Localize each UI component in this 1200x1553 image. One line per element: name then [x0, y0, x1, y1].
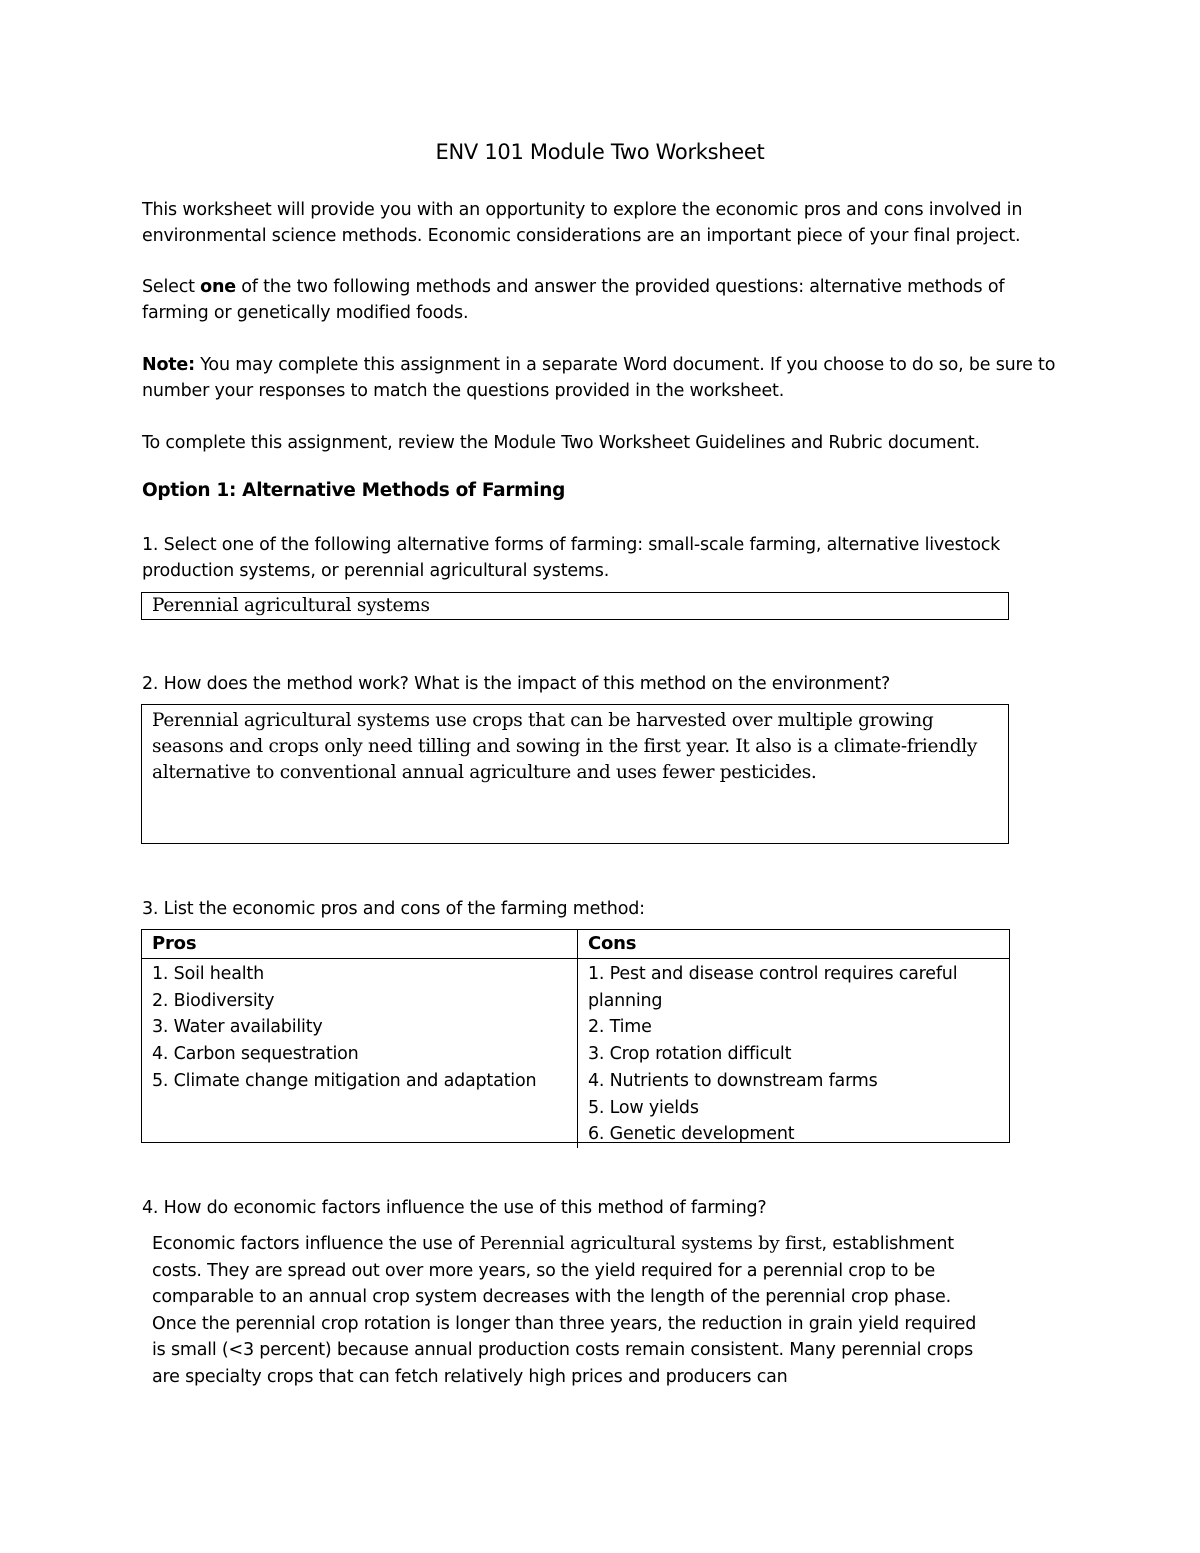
select-prefix: Select	[142, 277, 201, 297]
select-emphasis: one	[200, 277, 236, 297]
answer-4-text[interactable]	[152, 1231, 992, 1390]
pros-item: 1. Soil health	[152, 964, 264, 984]
option-heading: Option 1: Alternative Methods of Farming	[142, 480, 566, 501]
question-4: 4. How do economic factors influence the use of this method of farming?	[142, 1198, 767, 1218]
answer-1-box[interactable]: Perennial agricultural systems	[141, 592, 1009, 620]
cons-item: 4. Nutrients to downstream farms	[588, 1070, 878, 1091]
cons-cell[interactable]	[578, 959, 1009, 1148]
question-2: 2. How does the method work? What is the impact of this method on the environment?	[142, 674, 891, 694]
pros-cell[interactable]	[142, 959, 578, 1148]
cons-item: 1. Pest and disease control requires careful planning	[588, 964, 958, 1011]
answer-4-rest: , establishment costs. They are spread out over more years, so the yield required for a perennial crop to be comparable to an annual crop system decreases with the length of the perennial crop phase. Once the perennial crop rotation is longer than three years, the reduction in grain yield required is small (<3 percent) because annual production costs remain consistent. Many perennial crops are specialty crops that can fetch relatively high prices and producers can	[152, 1234, 977, 1387]
intro-paragraph: This worksheet will provide you with an opportunity to explore the economic pros and cons involved in environmental science methods. Economic considerations are an important piece of your final project.	[142, 200, 1023, 246]
cons-header: Cons	[578, 930, 1009, 959]
pros-cons-table	[141, 929, 1010, 1143]
select-paragraph	[142, 274, 1062, 326]
pros-item: 4. Carbon sequestration	[152, 1044, 359, 1065]
question-3: 3. List the economic pros and cons of the farming method:	[142, 899, 645, 919]
pros-item: 5. Climate change mitigation and adaptation	[152, 1070, 537, 1091]
note-paragraph	[142, 352, 1062, 404]
answer-4-serif-text: Perennial agricultural systems by first	[479, 1233, 822, 1254]
pros-item: 2. Biodiversity	[152, 990, 275, 1011]
pros-item: 3. Water availability	[152, 1017, 323, 1038]
page-title: ENV 101 Module Two Worksheet	[435, 140, 765, 164]
question-1: 1. Select one of the following alternative forms of farming: small-scale farming, alternative livestock production systems, or perennial agricultural systems.	[142, 535, 1001, 581]
review-paragraph: To complete this assignment, review the Module Two Worksheet Guidelines and Rubric document.	[142, 433, 980, 453]
pros-header: Pros	[142, 930, 578, 959]
cons-item: 5. Low yields	[588, 1097, 699, 1118]
cons-item: 3. Crop rotation difficult	[588, 1044, 792, 1065]
answer-2-box[interactable]: Perennial agricultural systems use crops that can be harvested over multiple growing seasons and crops only need tilling and sowing in the first year. It also is a climate-friendly alternative to conventional annual agriculture and uses fewer pesticides.	[141, 704, 1009, 844]
cons-item: 2. Time	[588, 1017, 652, 1038]
note-text: You may complete this assignment in a separate Word document. If you choose to do so, be sure to number your responses to match the questions provided in the worksheet.	[142, 355, 1056, 401]
cons-item: 6. Genetic development	[588, 1124, 795, 1145]
select-suffix: of the two following methods and answer the provided questions: alternative methods of farming or genetically modified foods.	[142, 277, 1005, 323]
answer-4-prefix: Economic factors influence the use of	[152, 1234, 480, 1254]
note-label: Note:	[142, 355, 195, 375]
